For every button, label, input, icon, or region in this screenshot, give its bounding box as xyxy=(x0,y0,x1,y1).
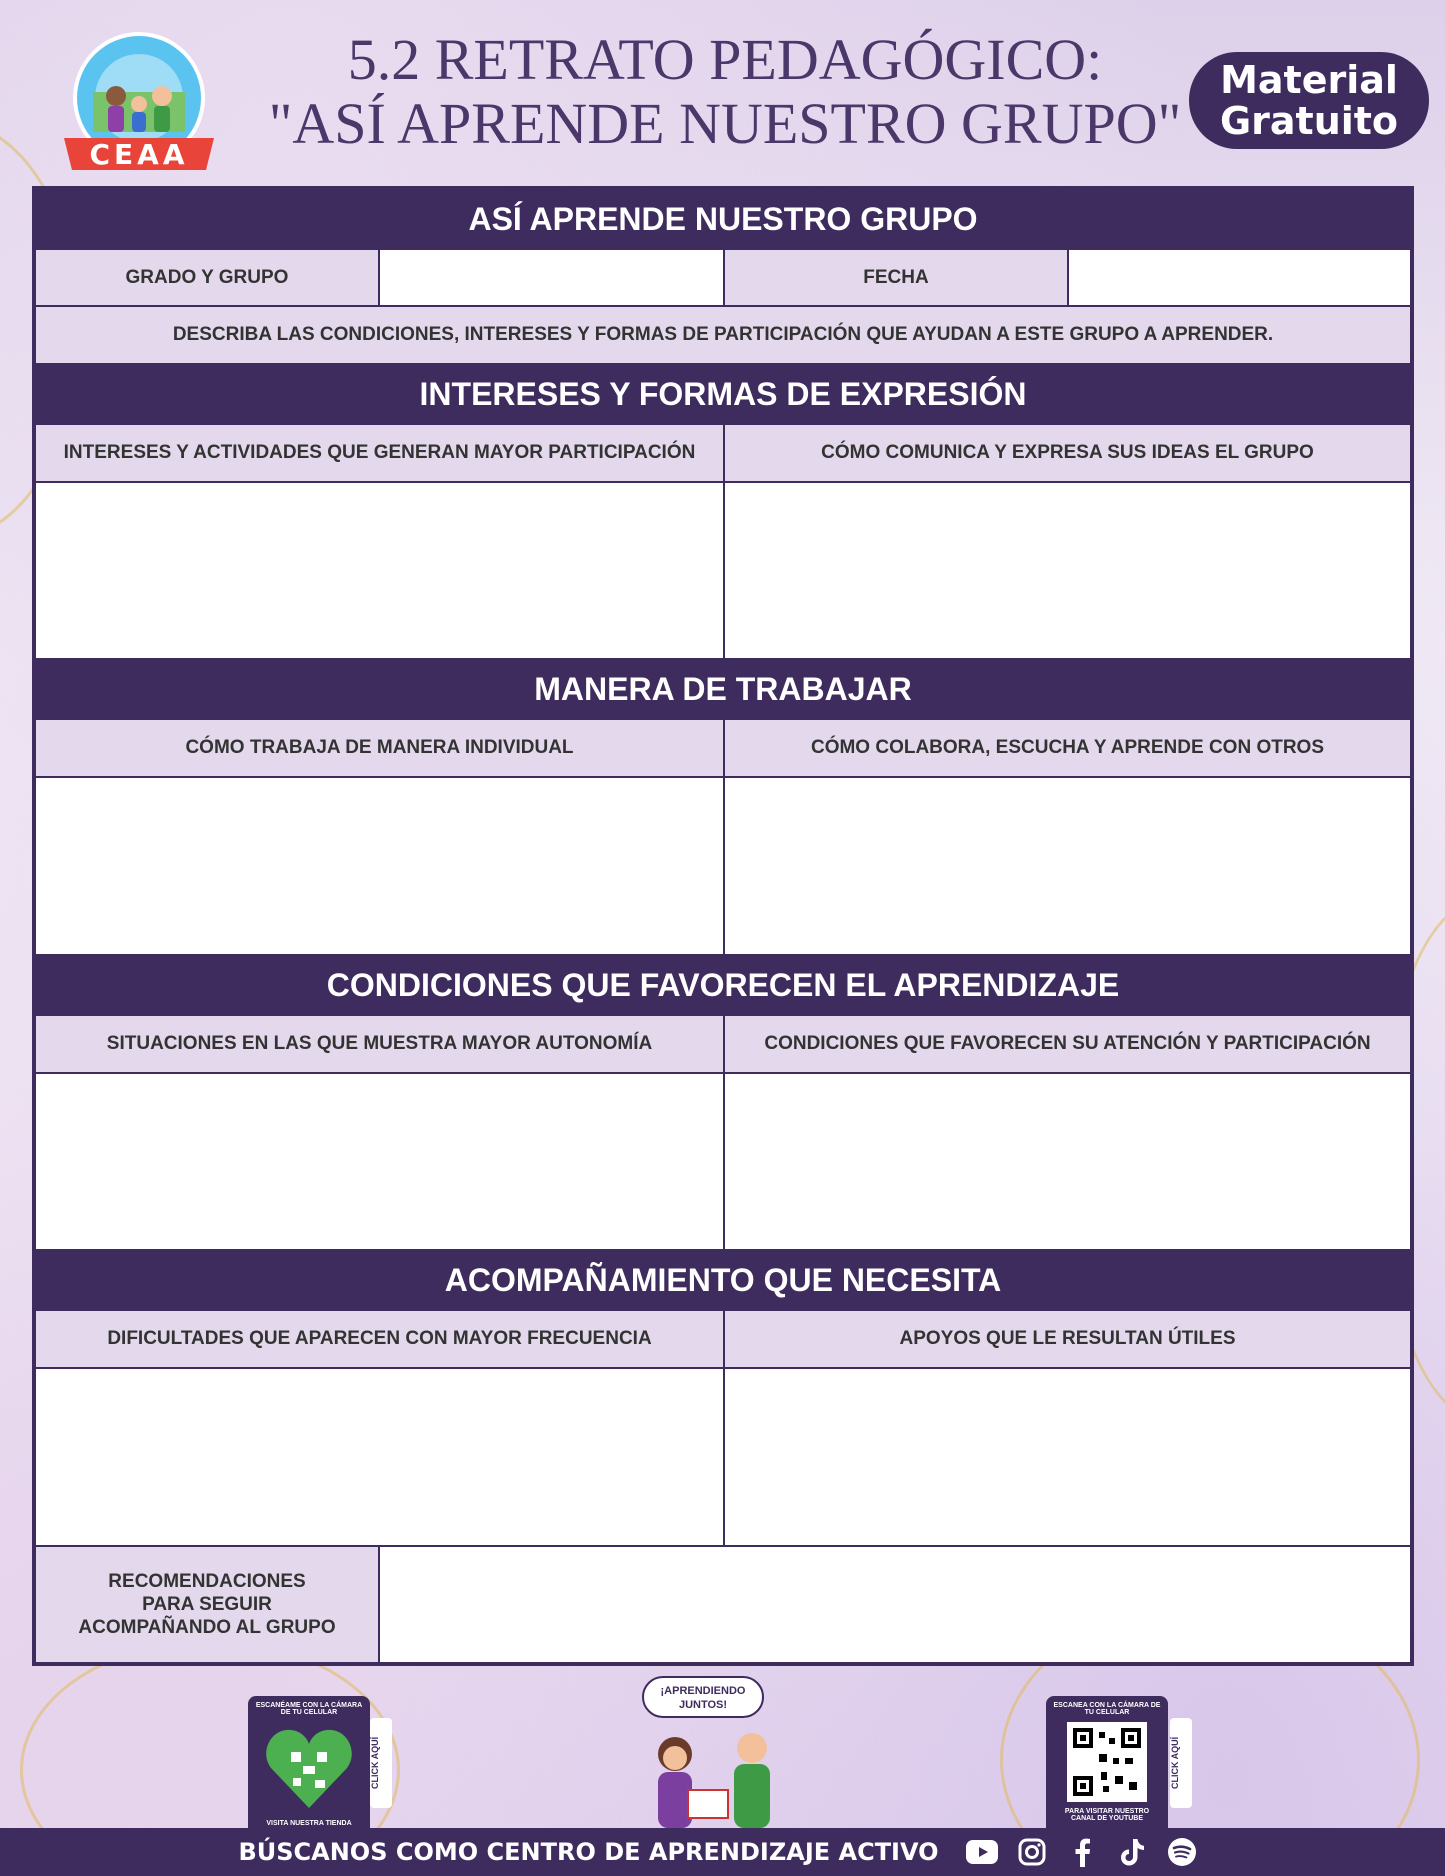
qr-right-bottom-text: PARA VISITAR NUESTRO CANAL DE YOUTUBE xyxy=(1064,1808,1150,1822)
label-dificultades: DIFICULTADES QUE APARECEN CON MAYOR FRECUENCIA xyxy=(35,1310,724,1368)
field-trabajo-individual[interactable] xyxy=(35,777,724,955)
title-line-1: 5.2 RETRATO PEDAGÓGICO: xyxy=(347,27,1103,92)
instruction-text: DESCRIBA LAS CONDICIONES, INTERESES Y FORMAS DE PARTICIPACIÓN QUE AYUDAN A ESTE GRUPO A APRENDER. xyxy=(35,306,1411,364)
label-trabajo-individual: CÓMO TRABAJA DE MANERA INDIVIDUAL xyxy=(35,719,724,777)
label-atencion-participacion: CONDICIONES QUE FAVORECEN SU ATENCIÓN Y PARTICIPACIÓN xyxy=(724,1015,1411,1073)
qr-right-top-text: ESCANEA CON LA CÁMARA DE TU CELULAR xyxy=(1053,1702,1161,1716)
section-title-intereses: INTERESES Y FORMAS DE EXPRESIÓN xyxy=(35,364,1411,424)
pedagogical-portrait-form xyxy=(32,186,1414,1666)
label-mayor-autonomia: SITUACIONES EN LAS QUE MUESTRA MAYOR AUTONOMÍA xyxy=(35,1015,724,1073)
label-apoyos-utiles: APOYOS QUE LE RESULTAN ÚTILES xyxy=(724,1310,1411,1368)
tiktok-icon[interactable] xyxy=(1114,1834,1150,1870)
click-here-left[interactable]: CLICK AQUÍ xyxy=(370,1718,392,1808)
spotify-icon[interactable] xyxy=(1164,1834,1200,1870)
section-title-manera-trabajar: MANERA DE TRABAJAR xyxy=(35,659,1411,719)
store-qr-card[interactable] xyxy=(248,1696,370,1846)
field-dificultades[interactable] xyxy=(35,1368,724,1546)
instagram-icon[interactable] xyxy=(1014,1834,1050,1870)
badge-line-1: Material xyxy=(1220,58,1398,102)
qr-left-bottom-text: VISITA NUESTRA TIENDA xyxy=(266,1820,352,1827)
footer-bar xyxy=(0,1828,1445,1876)
field-comunica-expresa[interactable] xyxy=(724,482,1411,659)
form-main-title: ASÍ APRENDE NUESTRO GRUPO xyxy=(35,189,1411,249)
footer-bar-text: BÚSCANOS COMO CENTRO DE APRENDIZAJE ACTIVO xyxy=(238,1838,939,1866)
qr-code-icon xyxy=(1067,1722,1147,1802)
facebook-icon[interactable] xyxy=(1064,1834,1100,1870)
page-title xyxy=(260,28,1190,156)
field-mayor-autonomia[interactable] xyxy=(35,1073,724,1250)
field-apoyos-utiles[interactable] xyxy=(724,1368,1411,1546)
fecha-label: FECHA xyxy=(724,249,1068,306)
grado-grupo-field[interactable] xyxy=(379,249,724,306)
field-colabora-escucha[interactable] xyxy=(724,777,1411,955)
title-line-2: "ASÍ APRENDE NUESTRO GRUPO" xyxy=(268,91,1182,156)
free-material-badge xyxy=(1189,52,1429,149)
label-comunica-expresa: CÓMO COMUNICA Y EXPRESA SUS IDEAS EL GRUPO xyxy=(724,424,1411,482)
section-title-condiciones: CONDICIONES QUE FAVORECEN EL APRENDIZAJE xyxy=(35,955,1411,1015)
label-intereses-actividades: INTERESES Y ACTIVIDADES QUE GENERAN MAYOR PARTICIPACIÓN xyxy=(35,424,724,482)
qr-left-top-text: ESCANÉAME CON LA CÁMARA DE TU CELULAR xyxy=(255,1702,363,1716)
recomendaciones-label: RECOMENDACIONES PARA SEGUIR ACOMPAÑANDO AL GRUPO xyxy=(35,1546,379,1663)
click-here-right[interactable]: CLICK AQUÍ xyxy=(1170,1718,1192,1808)
field-atencion-participacion[interactable] xyxy=(724,1073,1411,1250)
ceaa-logo xyxy=(58,30,220,180)
field-intereses-actividades[interactable] xyxy=(35,482,724,659)
fecha-field[interactable] xyxy=(1068,249,1411,306)
section-title-acompanamiento: ACOMPAÑAMIENTO QUE NECESITA xyxy=(35,1250,1411,1310)
label-colabora-escucha: CÓMO COLABORA, ESCUCHA Y APRENDE CON OTROS xyxy=(724,719,1411,777)
teachers-illustration xyxy=(640,1720,790,1828)
grado-grupo-label: GRADO Y GRUPO xyxy=(35,249,379,306)
recomendaciones-field[interactable] xyxy=(379,1546,1411,1663)
youtube-icon[interactable] xyxy=(964,1834,1000,1870)
heart-qr-icon xyxy=(263,1722,355,1814)
speech-bubble: ¡APRENDIENDO JUNTOS! xyxy=(642,1676,764,1718)
youtube-qr-card[interactable] xyxy=(1046,1696,1168,1846)
badge-line-2: Gratuito xyxy=(1219,99,1399,143)
logo-letters: CEAA xyxy=(89,138,189,171)
